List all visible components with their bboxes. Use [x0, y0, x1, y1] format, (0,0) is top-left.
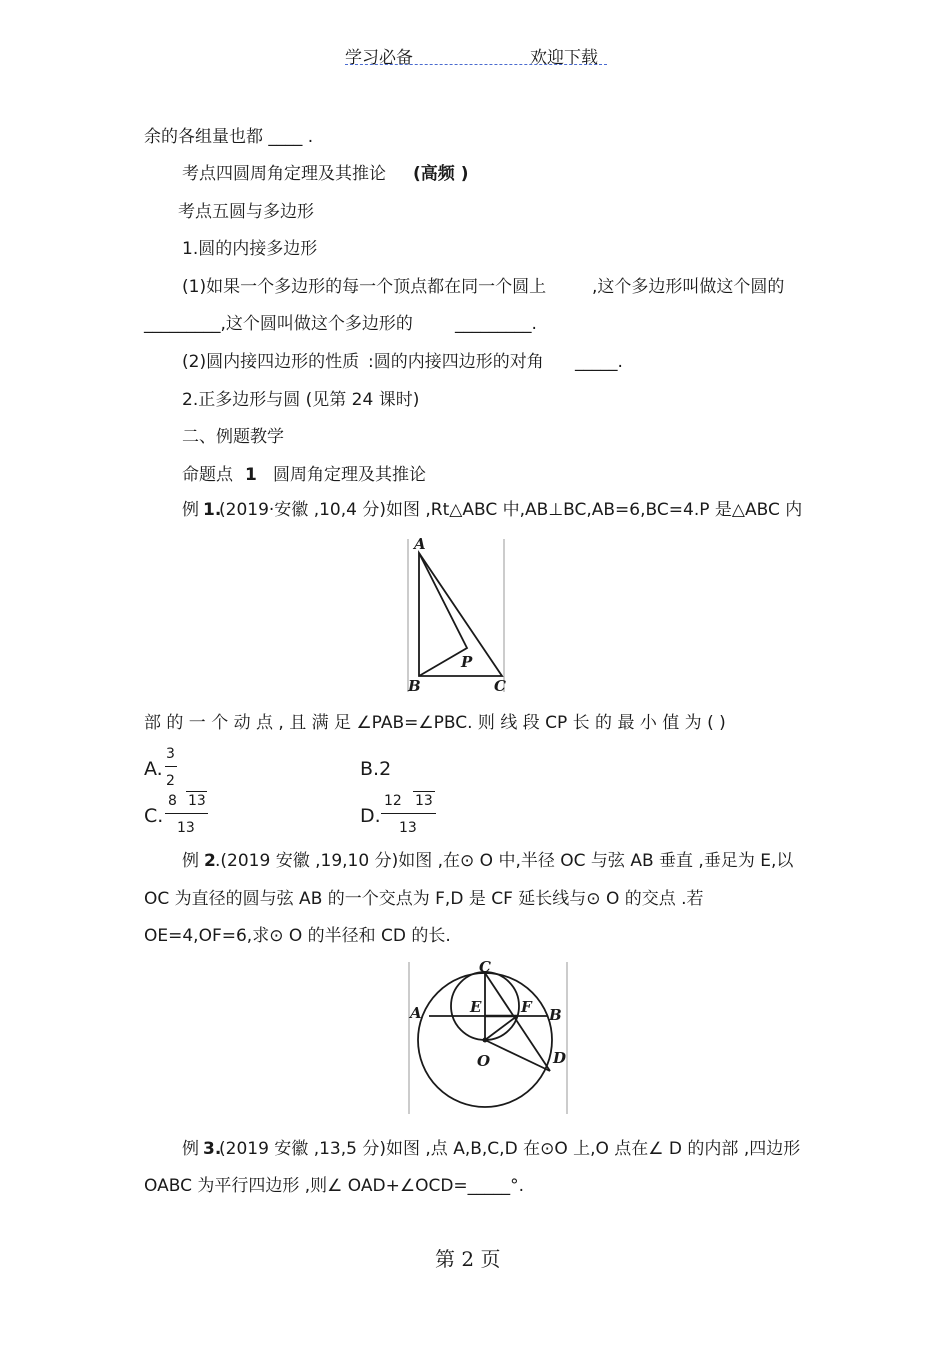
text-line: _________.	[455, 314, 537, 334]
option-d-denominator: 13	[399, 820, 417, 836]
example-label: 例	[182, 500, 199, 520]
option-d-numerator: 12	[384, 793, 402, 809]
text-line: _________,这个圆叫做这个多边形的	[144, 314, 413, 334]
figure-triangle-abc	[405, 535, 507, 695]
frequency-tag: (高频 )	[413, 164, 469, 184]
text-line: ,这个多边形叫做这个圆的	[592, 277, 785, 297]
point-label-o: O	[477, 1052, 491, 1070]
subsection-title: 1.圆的内接多边形	[182, 239, 318, 259]
vertex-label-c: C	[494, 677, 506, 695]
point-label-b: B	[549, 1006, 562, 1024]
figure-circle-o	[403, 958, 573, 1118]
vertex-label-a: A	[414, 535, 426, 553]
page-number: 第 2 页	[435, 1247, 501, 1271]
example-text: .(2019 安徽 ,19,10 分)如图 ,在⊙ O 中,半径 OC 与弦 AB 垂直 ,垂足为 E,以	[215, 851, 794, 871]
vertex-label-b: B	[408, 677, 421, 695]
proposition-label: 命题点	[182, 465, 233, 485]
subsection-title: 2.正多边形与圆 (见第 24 课时)	[182, 390, 420, 410]
example-number: 2	[204, 851, 216, 871]
header-right: 欢迎下载	[530, 48, 598, 68]
section-title: 二、例题教学	[182, 427, 284, 447]
example-label: 例	[182, 851, 199, 871]
sqrt-bar	[413, 791, 435, 792]
option-a-denominator: 2	[166, 773, 175, 789]
sqrt-bar	[186, 791, 207, 792]
option-c-denominator: 13	[177, 820, 195, 836]
example-number: 3.	[203, 1139, 222, 1159]
option-c-radicand: 13	[188, 793, 206, 809]
point-label-d: D	[553, 1049, 567, 1067]
fraction-bar	[381, 813, 436, 814]
point-label-p: P	[461, 653, 473, 671]
example-text: OC 为直径的圆与弦 AB 的一个交点为 F,D 是 CF 延长线与⊙ O 的交点 .若	[144, 889, 704, 909]
example-label: 例	[182, 1139, 199, 1159]
header-rule	[345, 64, 607, 65]
text-line: 余的各组量也都 ____ .	[144, 127, 314, 147]
header-left: 学习必备	[345, 48, 413, 68]
option-a-numerator: 3	[166, 746, 175, 762]
section-title: 考点五圆与多边形	[178, 202, 314, 222]
point-label-f: F	[521, 998, 532, 1016]
text-line: (2)圆内接四边形的性质	[182, 352, 360, 372]
point-label-a: A	[410, 1004, 422, 1022]
fraction-bar	[165, 813, 208, 814]
example-text: 部 的 一 个 动 点 , 且 满 足 ∠PAB=∠PBC. 则 线 段 CP 长 的 最 小 值 为 ( )	[144, 713, 726, 733]
example-text: OABC 为平行四边形 ,则∠ OAD+∠OCD=_____°.	[144, 1176, 525, 1196]
proposition-number: 1	[245, 465, 257, 485]
example-text: OE=4,OF=6,求⊙ O 的半径和 CD 的长.	[144, 926, 451, 946]
example-number: 1.	[203, 500, 222, 520]
point-label-c: C	[479, 958, 491, 976]
option-b-label: B.2	[360, 758, 392, 780]
option-d-label: D.	[360, 805, 381, 827]
point-label-e: E	[470, 998, 482, 1016]
proposition-title: 圆周角定理及其推论	[273, 465, 426, 485]
section-title: 考点四圆周角定理及其推论	[182, 164, 386, 184]
option-d-radicand: 13	[415, 793, 433, 809]
option-c-label: C.	[144, 805, 164, 827]
fraction-bar	[165, 766, 177, 767]
text-line: :圆的内接四边形的对角	[368, 352, 544, 372]
text-line: _____.	[575, 352, 623, 372]
option-c-numerator: 8	[168, 793, 177, 809]
example-text: (2019 安徽 ,13,5 分)如图 ,点 A,B,C,D 在⊙O 上,O 点在∠ D 的内部 ,四边形	[219, 1139, 801, 1159]
option-a-label: A.	[144, 758, 163, 780]
example-text: (2019·安徽 ,10,4 分)如图 ,Rt△ABC 中,AB⊥BC,AB=6,BC=4.P 是△ABC 内	[219, 500, 803, 520]
text-line: (1)如果一个多边形的每一个顶点都在同一个圆上	[182, 277, 547, 297]
